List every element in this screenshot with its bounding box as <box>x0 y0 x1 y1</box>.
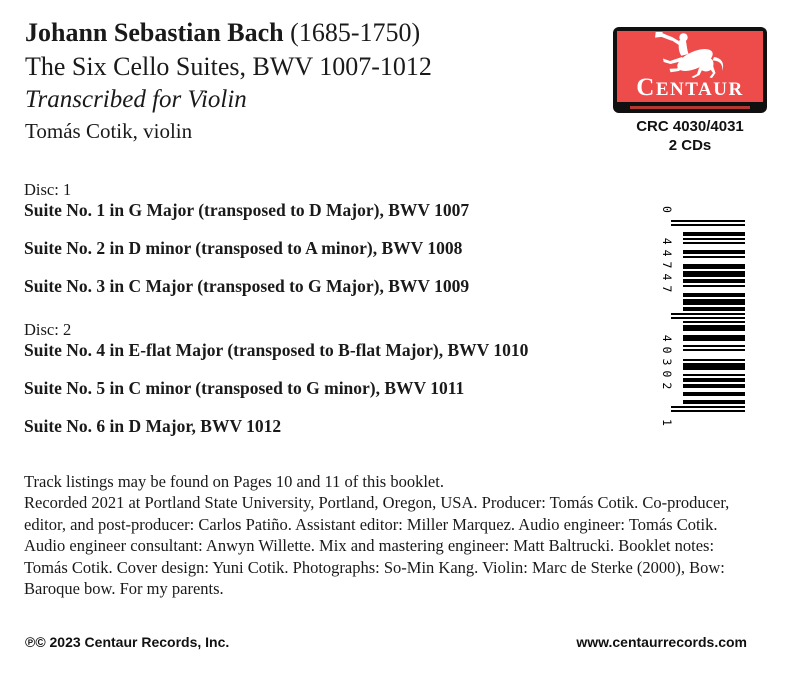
disc-2-label: Disc: 2 <box>24 320 72 339</box>
composer-line <box>25 16 595 50</box>
label-name <box>617 74 763 101</box>
credits-line: Recorded 2021 at Portland State University, Portland, Oregon, USA. Producer: Tomás Cotik. Co-producer, <box>24 493 730 512</box>
catalog-number: CRC 4030/4031 <box>636 118 744 135</box>
copyright-notice: ℗© 2023 Centaur Records, Inc. <box>25 634 230 650</box>
barcode-digits <box>660 200 673 432</box>
suite-2-title: Suite No. 2 in D minor (transposed to A minor), BWV 1008 <box>24 238 463 258</box>
production-credits <box>24 492 729 600</box>
barcode-module <box>671 410 745 412</box>
label-name-rest: ENTAUR <box>655 79 744 100</box>
suite-6-title: Suite No. 6 in D Major, BWV 1012 <box>24 416 282 436</box>
upc-barcode <box>660 200 745 432</box>
centaur-figure-icon <box>635 32 745 78</box>
disc-1-label: Disc: 1 <box>24 180 72 199</box>
suite-4-title: Suite No. 4 in E-flat Major (transposed to B-flat Major), BWV 1010 <box>24 340 529 360</box>
composer-dates: (1685-1750) <box>290 18 421 47</box>
disc-listing <box>24 180 624 437</box>
artist-credit: Tomás Cotik, violin <box>25 119 193 143</box>
barcode-check-digit: 1 <box>660 419 674 426</box>
label-website: www.centaurrecords.com <box>576 634 747 650</box>
catalog-block <box>613 117 767 155</box>
album-title: The Six Cello Suites, BWV 1007-1012 <box>25 52 432 81</box>
logo-red-panel <box>617 31 763 102</box>
barcode-bars <box>671 220 745 412</box>
suite-1-title: Suite No. 1 in G Major (transposed to D Major), BWV 1007 <box>24 200 470 220</box>
credits-line: Baroque bow. For my parents. <box>24 579 224 598</box>
label-name-initial: C <box>636 74 656 101</box>
suite-3-title: Suite No. 3 in C Major (transposed to G Major), BWV 1009 <box>24 276 470 296</box>
album-subtitle: Transcribed for Violin <box>25 86 247 113</box>
format-label: 2 CDs <box>668 137 712 154</box>
logo-underline <box>630 106 750 109</box>
barcode-right-group: 40302 <box>660 334 674 395</box>
barcode-number-system: 0 <box>660 206 674 213</box>
credits-line: Tomás Cotik. Cover design: Yuni Cotik. Photographs: So-Min Kang. Violin: Marc de Sterke (2000), Bow: <box>24 557 725 577</box>
album-header <box>25 16 595 146</box>
composer-name: Johann Sebastian Bach <box>25 18 284 47</box>
credits-line: editor, and post-producer: Carlos Patiño. Assistant editor: Miller Marquez. Audio engineer: Tomás Cotik. <box>24 514 718 534</box>
credits-line: Audio engineer consultant: Anwyn Willette. Mix and mastering engineer: Matt Baltrucki. Booklet notes: <box>24 536 715 555</box>
barcode-left-group: 44747 <box>660 237 674 298</box>
track-listing-note: Track listings may be found on Pages 10 and 11 of this booklet. <box>24 471 444 491</box>
suite-5-title: Suite No. 5 in C minor (transposed to G minor), BWV 1011 <box>24 378 465 398</box>
centaur-records-logo <box>613 27 767 113</box>
